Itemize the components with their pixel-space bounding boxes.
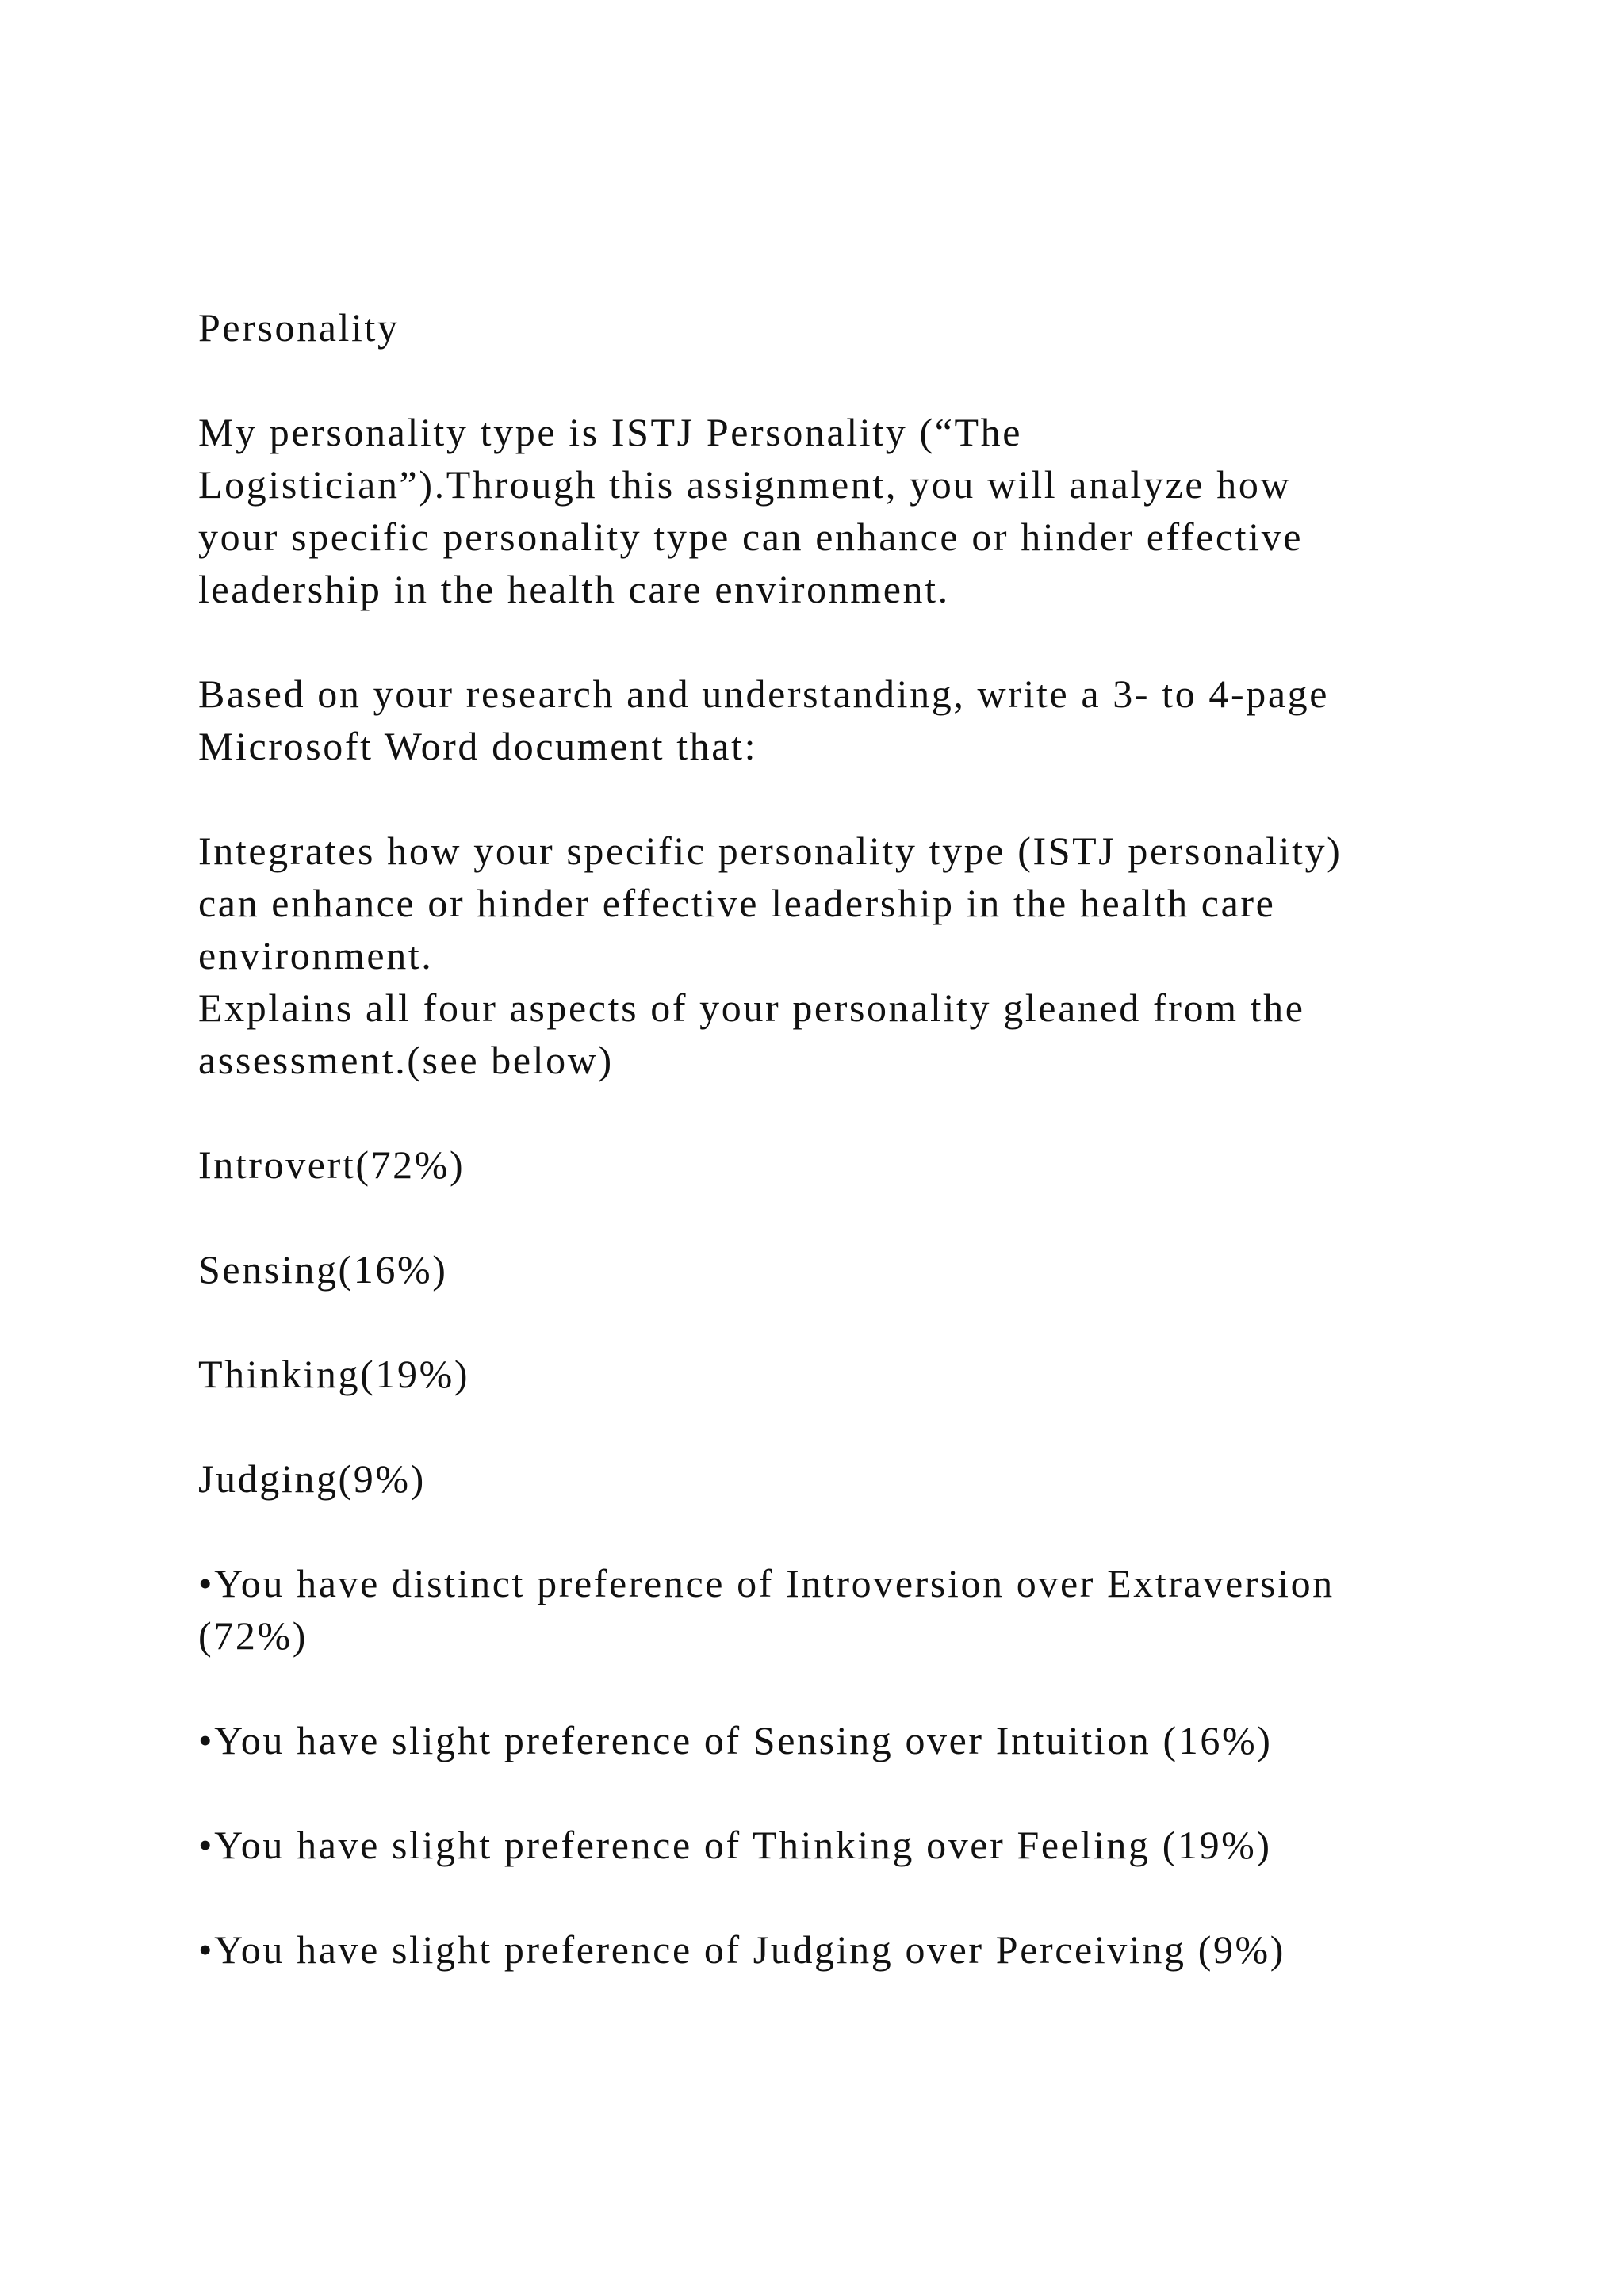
preference-sensing: •You have slight preference of Sensing over Intuition (16%) (198, 1718, 1273, 1762)
document-title: Personality (198, 305, 400, 350)
spacer (198, 1662, 1467, 1714)
trait-introvert: Introvert(72%) (198, 1142, 465, 1187)
document-body (198, 301, 1467, 1976)
spacer (198, 1505, 1467, 1557)
spacer (198, 354, 1467, 406)
intro-paragraph: My personality type is ISTJ Personality (“The Logistician”).Through this assignment, you will analyze how your specific personality type can enhance or hinder effective leadership in the health care environment. (198, 410, 1304, 611)
instruction-paragraph: Based on your research and understanding, write a 3- to 4-page Microsoft Word document that: (198, 672, 1330, 768)
spacer (198, 1295, 1467, 1348)
spacer (198, 1400, 1467, 1452)
spacer (198, 1871, 1467, 1923)
preference-judging: •You have slight preference of Judging over Perceiving (9%) (198, 1927, 1286, 1972)
trait-sensing: Sensing(16%) (198, 1247, 448, 1292)
preference-thinking: •You have slight preference of Thinking over Feeling (19%) (198, 1823, 1272, 1867)
spacer (198, 772, 1467, 825)
spacer (198, 1191, 1467, 1243)
requirement-2: Explains all four aspects of your personality gleaned from the assessment.(see below) (198, 985, 1305, 1082)
trait-thinking: Thinking(19%) (198, 1352, 470, 1396)
trait-judging: Judging(9%) (198, 1456, 426, 1501)
spacer (198, 1086, 1467, 1138)
spacer (198, 1766, 1467, 1819)
requirement-1: Integrates how your specific personality type (ISTJ personality) can enhance or hinder effective leadership in the health care environment. (198, 828, 1342, 978)
spacer (198, 615, 1467, 668)
preference-introversion: •You have distinct preference of Introversion over Extraversion (72%) (198, 1561, 1335, 1658)
